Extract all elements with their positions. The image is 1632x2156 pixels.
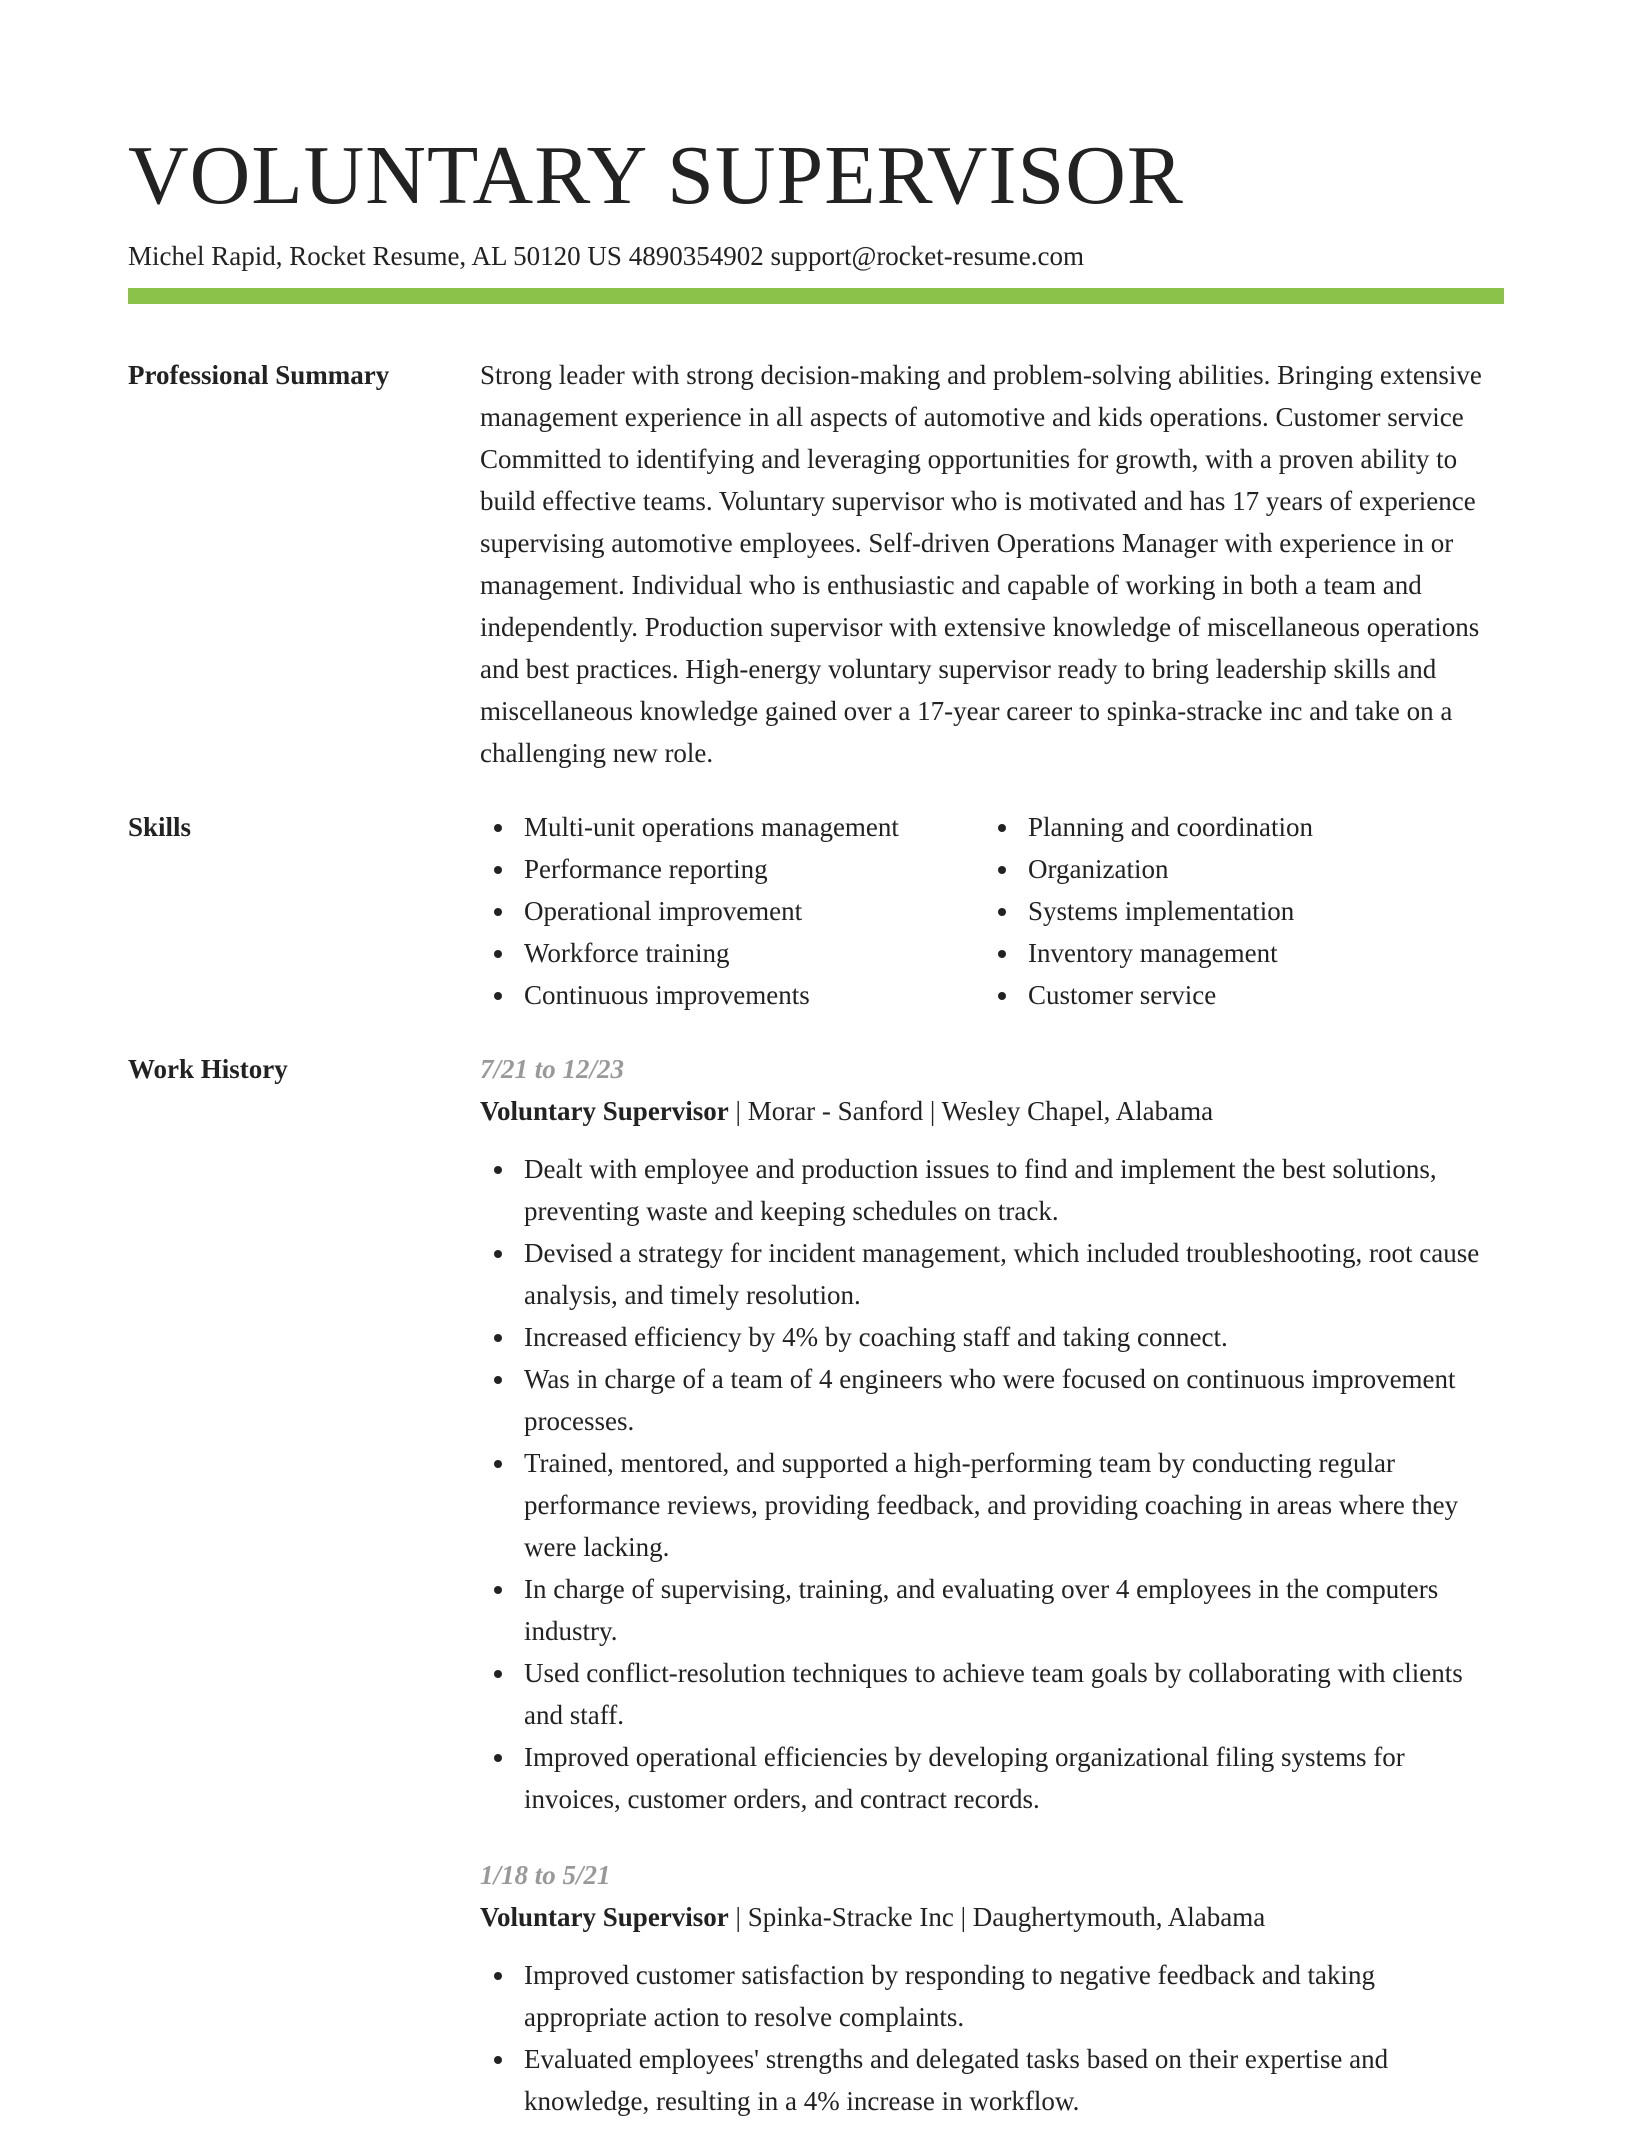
job-dates: 1/18 to 5/21 [480,1860,611,1890]
job-bullet: Trained, mentored, and supported a high-performing team by conducting regular performance reviews, providing feedback, and providing coaching in areas where they were lacking. [480,1442,1504,1568]
job-bullet: Was in charge of a team of 4 engineers who were focused on continuous improvement processes. [480,1358,1504,1442]
header-divider [128,288,1504,304]
skill-item: Workforce training [480,932,984,974]
job-heading [480,1896,1504,1938]
job-title: Voluntary Supervisor [480,1096,729,1126]
job-details: | Spinka-Stracke Inc | Daughertymouth, Alabama [728,1902,1266,1932]
skills-list-right [984,806,1488,1016]
skill-item: Organization [984,848,1488,890]
job-bullet: Devised a strategy for incident management, which included troubleshooting, root cause analysis, and timely resolution. [480,1232,1504,1316]
job-bullet: Improved operational efficiencies by developing organizational filing systems for invoices, customer orders, and contract records. [480,1736,1504,1820]
skill-item: Performance reporting [480,848,984,890]
skills-section [128,806,1504,1016]
summary-text: Strong leader with strong decision-making and problem-solving abilities. Bringing extensive management experience in all aspects of automotive and kids operations. Customer service Committed to identifying and leveraging opportunities for growth, with a proven ability to build effective teams. Voluntary supervisor who is motivated and has 17 years of experience supervising automotive employees. Self-driven Operations Manager with experience in or management. Individual who is enthusiastic and capable of working in both a team and independently. Production supervisor with extensive knowledge of miscellaneous operations and best practices. High-energy voluntary supervisor ready to bring leadership skills and miscellaneous knowledge gained over a 17-year career to spinka-stracke inc and take on a challenging new role. [480,360,1482,768]
job-bullet: Evaluated employees' strengths and delegated tasks based on their expertise and knowledge, resulting in a 4% increase in workflow. [480,2038,1504,2122]
job-bullet: Used conflict-resolution techniques to achieve team goals by collaborating with clients and staff. [480,1652,1504,1736]
contact-line: Michel Rapid, Rocket Resume, AL 50120 US 4890354902 support@rocket-resume.com [128,241,1084,271]
job-bullet: Improved customer satisfaction by responding to negative feedback and taking appropriate action to resolve complaints. [480,1954,1504,2038]
job-bullet: Dealt with employee and production issues to find and implement the best solutions, preventing waste and keeping schedules on track. [480,1148,1504,1232]
job-details: | Morar - Sanford | Wesley Chapel, Alabama [728,1096,1214,1126]
work-history-section [128,1048,1504,2156]
job-title: Voluntary Supervisor [480,1902,729,1932]
skill-item: Operational improvement [480,890,984,932]
section-label-summary: Professional Summary [128,360,390,390]
skill-item: Inventory management [984,932,1488,974]
section-label-work-history: Work History [128,1054,288,1084]
job-bullets [480,1148,1504,1820]
skills-list-left [480,806,984,1016]
summary-section [128,354,1504,774]
job-bullet: In charge of supervising, training, and evaluating over 4 employees in the computers industry. [480,1568,1504,1652]
job-bullets [480,1954,1504,2122]
job-entry [480,1048,1504,1820]
skill-item: Customer service [984,974,1488,1016]
job-heading [480,1090,1504,1132]
resume-name: VOLUNTARY SUPERVISOR [128,129,1184,222]
skill-item: Continuous improvements [480,974,984,1016]
skill-item: Planning and coordination [984,806,1488,848]
section-label-skills: Skills [128,812,192,842]
job-dates: 7/21 to 12/23 [480,1054,625,1084]
job-entry [480,1854,1504,2122]
job-bullet: Increased efficiency by 4% by coaching staff and taking connect. [480,1316,1504,1358]
skill-item: Multi-unit operations management [480,806,984,848]
skill-item: Systems implementation [984,890,1488,932]
